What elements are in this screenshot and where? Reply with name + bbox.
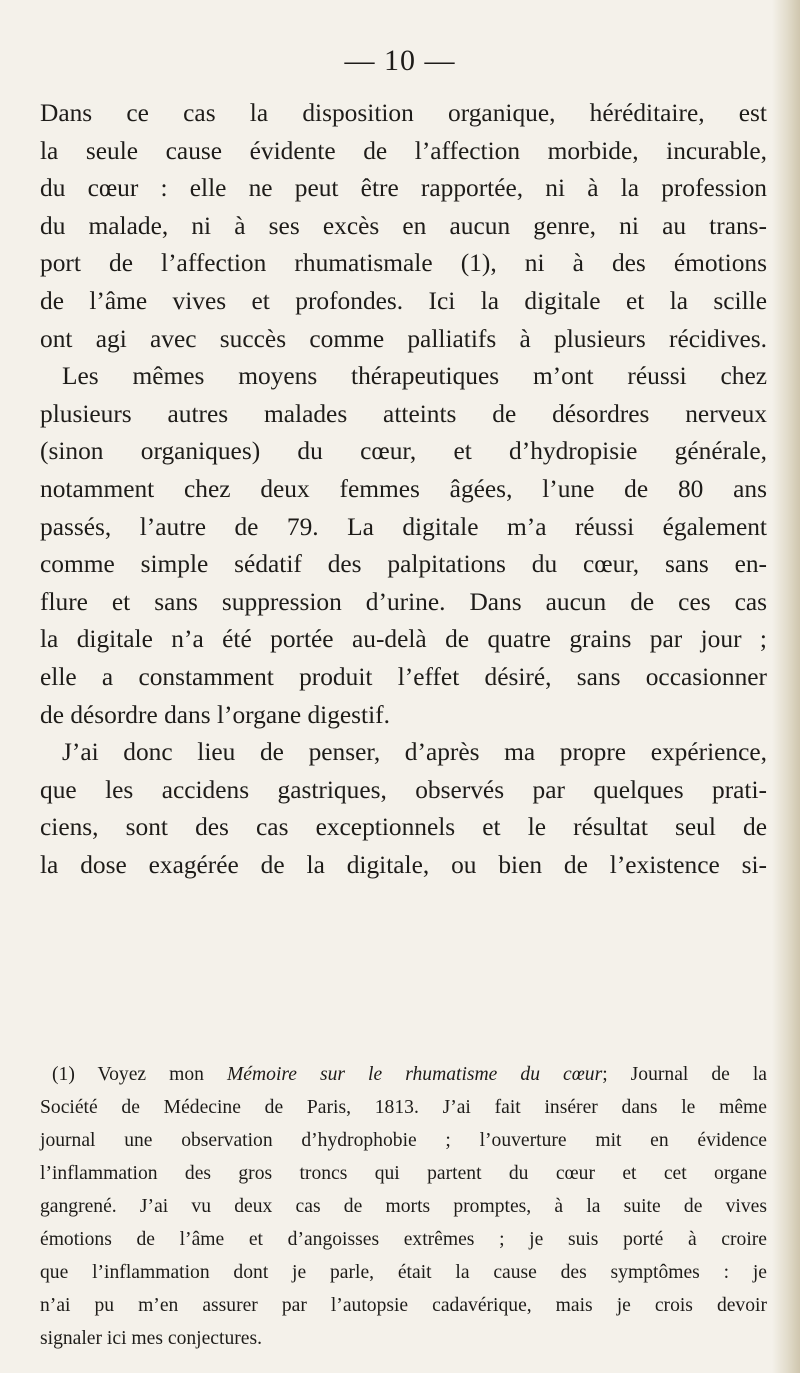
text-line: du malade, ni à ses excès en aucun genre, ni au trans- [40,211,767,240]
text-line: Dans ce cas la disposition organique, héréditaire, est [40,99,767,127]
footnote-line: émotions de l’âme et d’angoisses extrêmes ; je suis porté à croire [40,1229,767,1250]
text-line: de l’âme vives et profondes. Ici la digitale et la scille [40,286,767,315]
footnote-suffix: ; Journal de la [602,1064,767,1085]
text-line: elle a constamment produit l’effet désiré, sans occasionner [40,662,767,691]
footnote-line: journal une observation d’hydrophobie ; l’ouverture mit en évidence [40,1130,767,1151]
footnote-prefix: (1) Voyez mon [52,1064,227,1085]
text-line: port de l’affection rhumatismale (1), ni à des émotions [40,249,767,278]
text-line: plusieurs autres malades atteints de désordres nerveux [40,399,767,428]
footnote-line: n’ai pu m’en assurer par l’autopsie cadavérique, mais je crois devoir [40,1295,767,1316]
text-line: J’ai donc lieu de penser, d’après ma propre expérience, [62,738,767,767]
footnote-line: que l’inflammation dont je parle, était la cause des symptômes : je [40,1262,767,1283]
footnote-line: Société de Médecine de Paris, 1813. J’ai fait insérer dans le même [40,1097,767,1118]
footnote-line: l’inflammation des gros troncs qui partent du cœur et cet organe [40,1163,767,1184]
text-line: flure et sans suppression d’urine. Dans aucun de ces cas [40,587,767,616]
footnote-line [40,1058,767,1091]
text-line: Les mêmes moyens thérapeutiques m’ont réussi chez [62,362,767,391]
text-line: passés, l’autre de 79. La digitale m’a réussi également [40,512,767,541]
text-line: du cœur : elle ne peut être rapportée, ni à la profession [40,174,767,203]
text-line: notamment chez deux femmes âgées, l’une de 80 ans [40,474,767,503]
text-line: la dose exagérée de la digitale, ou bien de l’existence si- [40,850,767,879]
footnote [40,1058,767,1355]
cited-work-title: Mémoire sur le rhumatisme du cœur [226,1064,603,1085]
text-line: comme simple sédatif des palpitations du cœur, sans en- [40,550,767,579]
page-edge-shadow [772,0,800,1373]
footnote-line: signaler ici mes conjectures. [40,1328,262,1349]
text-line: (sinon organiques) du cœur, et d’hydropisie générale, [40,437,767,466]
text-line: ciens, sont des cas exceptionnels et le résultat seul de [40,813,767,842]
page-number: — 10 — [344,44,456,77]
text-line: la digitale n’a été portée au-delà de quatre grains par jour ; [40,625,767,654]
body-text [40,95,767,884]
text-line: la seule cause évidente de l’affection morbide, incurable, [40,136,767,165]
text-line: que les accidens gastriques, observés par quelques prati- [40,775,767,804]
footnote-line: gangrené. J’ai vu deux cas de morts promptes, à la suite de vives [40,1196,767,1217]
text-line: de désordre dans l’organe digestif. [40,700,390,729]
text-line: ont agi avec succès comme palliatifs à plusieurs récidives. [40,324,767,353]
